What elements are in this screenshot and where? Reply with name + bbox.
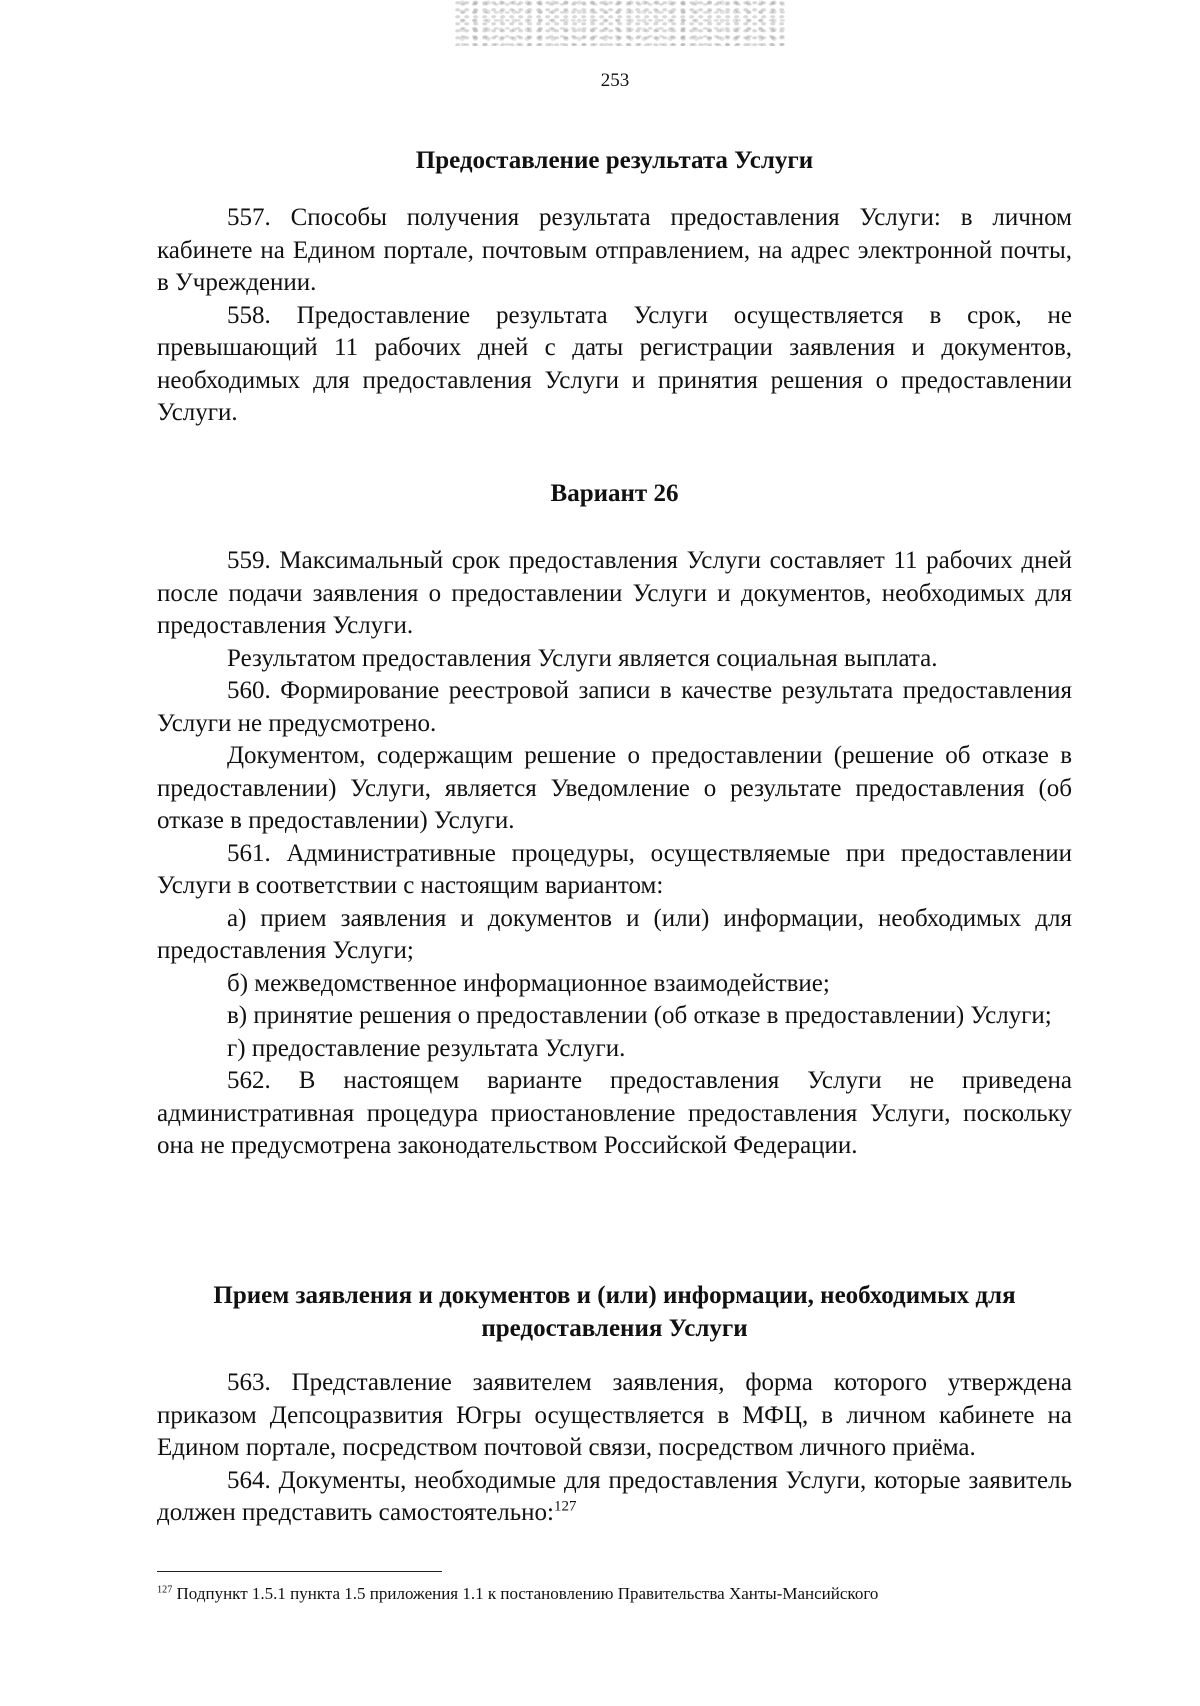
paragraph-561: 561. Административные процедуры, осуществляемые при предоставлении Услуги в соответствии с настоящим вариантом: <box>157 839 1072 899</box>
footnote-divider <box>157 1571 442 1572</box>
footnote-text: Подпункт 1.5.1 пункта 1.5 приложения 1.1 к постановлению Правительства Ханты-Мансийского <box>176 1584 879 1603</box>
list-item-561b: б) межведомственное информационное взаимодействие; <box>227 969 830 997</box>
section-application-intake-body <box>157 1367 1072 1530</box>
list-item-561a: а) прием заявления и документов и (или) информации, необходимых для предоставления Услуги; <box>157 904 1072 964</box>
section-result-delivery-body <box>157 202 1072 430</box>
scan-artifact <box>455 0 785 46</box>
list-item-561c: в) принятие решения о предоставлении (об отказе в предоставлении) Услуги; <box>227 1002 1052 1029</box>
footnote-marker: 127 <box>157 1584 173 1596</box>
paragraph-559: 559. Максимальный срок предоставления Услуги составляет 11 рабочих дней после подачи заявления о предоставлении Услуги и документов, необходимых для предоставления Услуги. <box>157 547 1072 639</box>
paragraph-564-text: 564. Документы, необходимые для предоставления Услуги, которые заявитель должен представить самостоятельно: <box>157 1466 1072 1526</box>
paragraph-563: 563. Представление заявителем заявления, форма которого утверждена приказом Депсоцразвития Югры осуществляется в МФЦ, в личном кабинете на Едином портале, посредством почтовой связи, посредством личного приёма. <box>157 1369 1072 1461</box>
section-heading: Предоставление результата Услуги <box>415 147 814 174</box>
paragraph-564 <box>157 1465 1072 1530</box>
footnote <box>157 1582 1072 1606</box>
paragraph-558: 558. Предоставление результата Услуги осуществляется в срок, не превышающий 11 рабочих дней с даты регистрации заявления и документов, необходимых для предоставления Услуги и принятия решения о предоставлении Услуги. <box>157 301 1072 426</box>
section-result-delivery <box>157 145 1072 178</box>
footnote-reference[interactable]: 127 <box>553 1498 577 1515</box>
paragraph-557: 557. Способы получения результата предоставления Услуги: в личном кабинете на Едином портале, почтовым отправлением, на адрес электронной почты, в Учреждении. <box>157 204 1072 296</box>
section-variant-26-body <box>157 545 1072 1163</box>
section-heading: Вариант 26 <box>550 480 679 507</box>
page-number: 253 <box>600 70 630 91</box>
section-application-intake <box>157 1280 1072 1345</box>
section-variant-26 <box>157 478 1072 511</box>
paragraph-562: 562. В настоящем варианте предоставления Услуги не приведена административная процедура приостановление предоставления Услуги, поскольку она не предусмотрена законодательством Российской Федерации. <box>157 1067 1072 1159</box>
paragraph-560: 560. Формирование реестровой записи в качестве результата предоставления Услуги не предусмотрено. <box>157 677 1072 737</box>
list-item-561d: г) предоставление результата Услуги. <box>227 1034 626 1062</box>
paragraph-560-document: Документом, содержащим решение о предоставлении (решение об отказе в предоставлении) Услуги, является Уведомление о результате предоставления (об отказе в предоставлении) Услуги. <box>157 742 1072 834</box>
section-heading: Прием заявления и документов и (или) информации, необходимых для предоставления Услуги <box>213 1282 1016 1342</box>
paragraph-559-result: Результатом предоставления Услуги является социальная выплата. <box>227 644 938 672</box>
